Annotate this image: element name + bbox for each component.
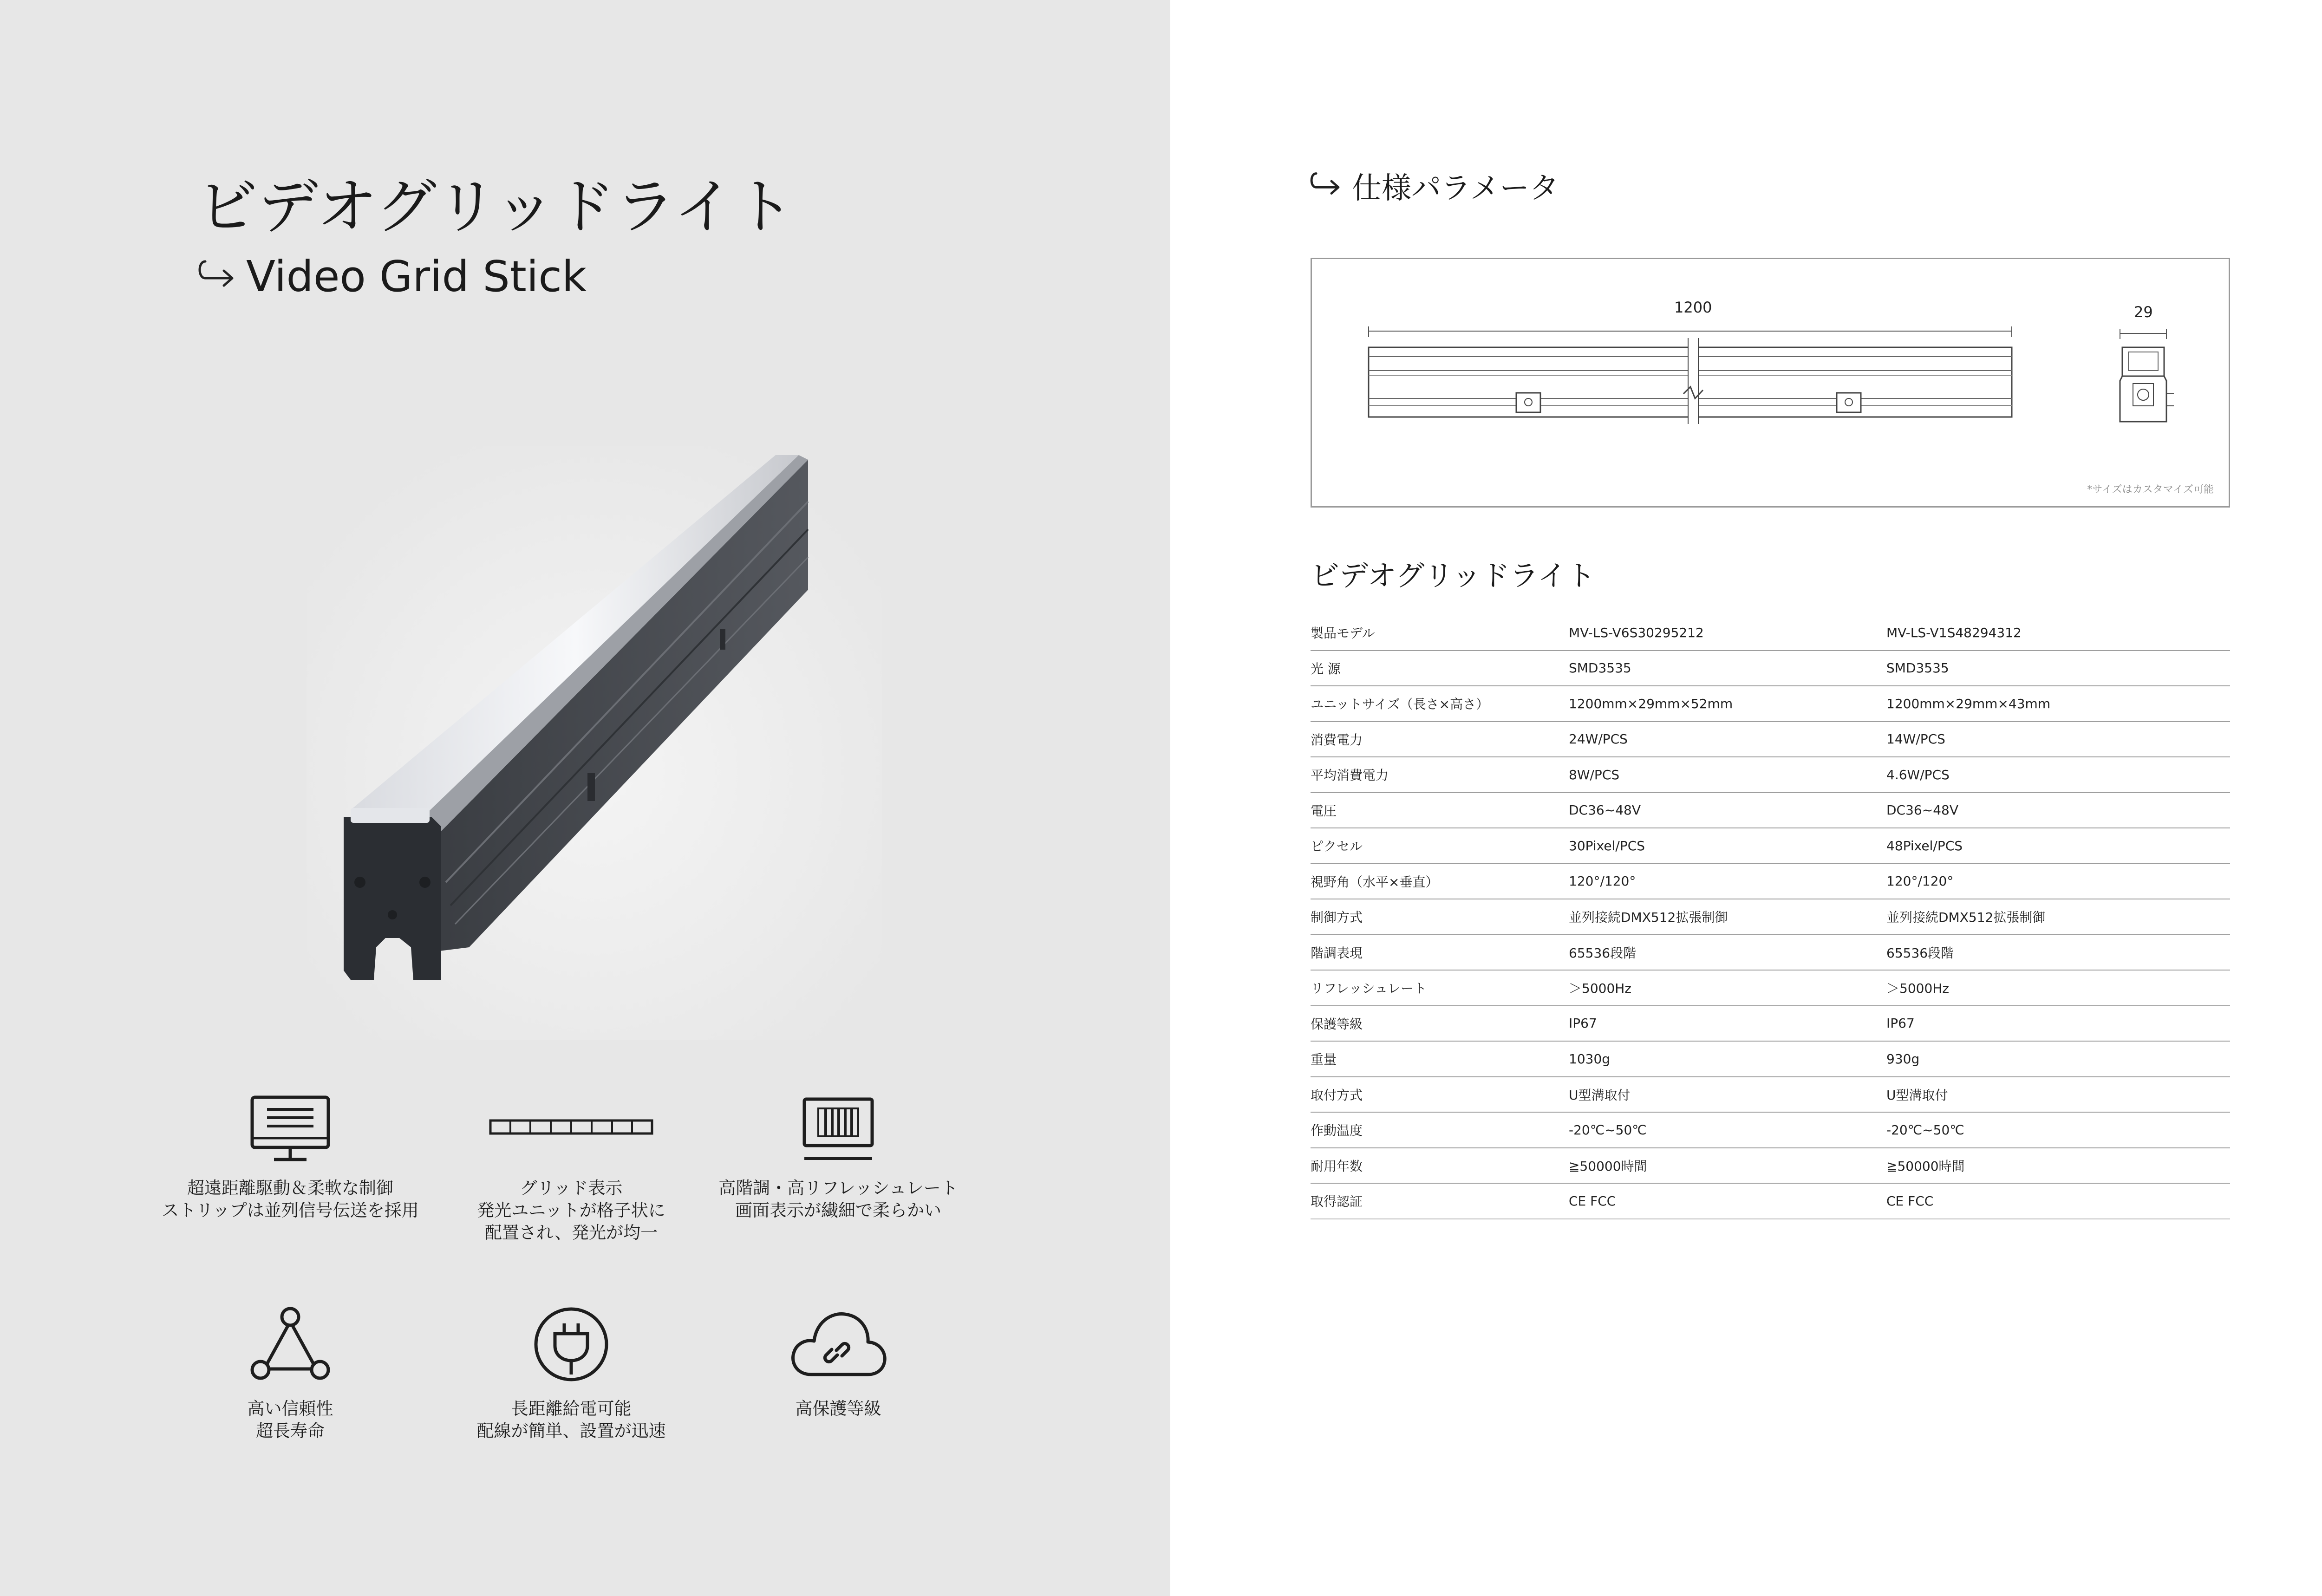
spec-value-model-b: DC36~48V: [1886, 802, 1958, 818]
feature-reliability: [137, 1305, 444, 1442]
spec-value-model-b: ≧50000時間: [1886, 1158, 1965, 1174]
table-row: [1311, 935, 2230, 971]
table-row: [1311, 1113, 2230, 1148]
spec-value-model-b: U型溝取付: [1886, 1087, 1948, 1103]
spec-table: [1311, 615, 2230, 1219]
feature-grid-display: [418, 1094, 724, 1244]
feature-line: 画面表示が繊細で柔らかい: [735, 1200, 941, 1220]
spec-value-model-a: DC36~48V: [1569, 802, 1641, 818]
feature-line: 高階調・高リフレッシュレート: [718, 1178, 958, 1198]
spec-value-model-b: CE FCC: [1886, 1193, 1934, 1209]
return-arrow-icon: [195, 258, 237, 295]
feature-protection: [685, 1305, 991, 1420]
feature-line: グリッド表示: [520, 1178, 623, 1198]
spec-value-model-b: -20℃~50℃: [1886, 1122, 1964, 1138]
spec-value-model-a: IP67: [1569, 1016, 1597, 1031]
table-row: [1311, 757, 2230, 793]
spec-value-model-b: MV-LS-V1S48294312: [1886, 625, 2022, 640]
table-row: [1311, 651, 2230, 687]
table-row: [1311, 1184, 2230, 1219]
feature-line: 高保護等級: [795, 1399, 881, 1419]
spec-value-model-a: MV-LS-V6S30295212: [1569, 625, 1704, 640]
feature-long-distance: [137, 1094, 444, 1222]
table-row: [1311, 722, 2230, 758]
size-customizable-note: *サイズはカスタマイズ可能: [2087, 484, 2214, 495]
spec-value-model-a: U型溝取付: [1569, 1087, 1631, 1103]
spec-value-model-b: 4.6W/PCS: [1886, 767, 1950, 782]
spec-value-model-a: 24W/PCS: [1569, 731, 1628, 747]
length-dimension-label: 1200: [1674, 299, 1712, 316]
spec-value-model-a: 30Pixel/PCS: [1569, 838, 1645, 853]
spec-value-model-a: 並列接続DMX512拡張制御: [1569, 910, 1728, 925]
spec-label: 保護等級: [1311, 1016, 1363, 1032]
spec-label: リフレッシュレート: [1311, 981, 1427, 997]
table-row: [1311, 1148, 2230, 1184]
feature-high-refresh: [685, 1094, 991, 1222]
triangle-nodes-icon: [248, 1305, 332, 1384]
feature-long-power-supply: [418, 1305, 724, 1442]
spec-value-model-a: 120°/120°: [1569, 873, 1636, 889]
width-dimension-label: 29: [2134, 303, 2153, 321]
spec-label: 重量: [1311, 1052, 1337, 1068]
spec-section-header: [1307, 165, 1559, 207]
spec-value-model-a: 65536段階: [1569, 945, 1637, 961]
return-arrow-icon: [1307, 170, 1343, 201]
spec-label: 取得認証: [1311, 1194, 1363, 1210]
spec-label: 作動温度: [1311, 1123, 1363, 1139]
table-row: [1311, 971, 2230, 1006]
product-image: [307, 446, 882, 1040]
feature-line: 超遠距離駆動＆柔軟な制御: [187, 1178, 393, 1198]
feature-line: 配置され、発光が均一: [484, 1223, 658, 1243]
dimension-drawing: [1311, 258, 2230, 508]
table-row: [1311, 686, 2230, 722]
spec-label: 消費電力: [1311, 732, 1363, 748]
feature-line: 長距離給電可能: [511, 1399, 632, 1419]
spec-value-model-a: 1030g: [1569, 1051, 1611, 1067]
monitor-icon: [248, 1094, 332, 1163]
feature-line: 超長寿命: [256, 1421, 325, 1441]
high-refresh-display-icon: [799, 1094, 878, 1163]
spec-value-model-b: 48Pixel/PCS: [1886, 838, 1963, 853]
spec-label: 平均消費電力: [1311, 768, 1389, 783]
spec-label: 耐用年数: [1311, 1158, 1363, 1174]
spec-value-model-b: ＞5000Hz: [1886, 981, 1950, 997]
table-row: [1311, 828, 2230, 864]
table-row: [1311, 793, 2230, 829]
spec-value-model-b: 1200mm×29mm×43mm: [1886, 696, 2051, 711]
spec-label: 階調表現: [1311, 945, 1363, 961]
table-row: [1311, 1042, 2230, 1077]
cloud-link-icon: [787, 1305, 889, 1384]
table-title: ビデオグリッドライト: [1311, 559, 1596, 593]
table-row: [1311, 1077, 2230, 1113]
grid-strip-icon: [488, 1094, 655, 1163]
power-plug-icon: [532, 1305, 611, 1384]
table-row: [1311, 864, 2230, 900]
spec-label: 視野角（水平×垂直）: [1311, 874, 1439, 890]
spec-value-model-b: IP67: [1886, 1016, 1915, 1031]
spec-label: 電圧: [1311, 803, 1337, 819]
spec-value-model-b: 65536段階: [1886, 945, 1954, 961]
spec-label: ユニットサイズ（長さ×高さ）: [1311, 697, 1489, 712]
feature-line: 高い信頼性: [247, 1399, 333, 1419]
spec-value-model-a: 8W/PCS: [1569, 767, 1620, 782]
table-row: [1311, 1006, 2230, 1042]
product-subtitle-row: [195, 251, 587, 302]
product-title: ビデオグリッドライト: [197, 171, 795, 242]
technical-drawing: [1312, 259, 2231, 509]
feature-line: ストリップは並列信号伝送を採用: [162, 1200, 419, 1220]
spec-value-model-a: 1200mm×29mm×52mm: [1569, 696, 1733, 711]
table-row: [1311, 615, 2230, 651]
spec-value-model-b: 930g: [1886, 1051, 1920, 1067]
spec-value-model-a: SMD3535: [1569, 660, 1631, 676]
spec-label: 制御方式: [1311, 910, 1363, 925]
spec-section-title: 仕様パラメータ: [1352, 171, 1559, 206]
spec-value-model-a: ≧50000時間: [1569, 1158, 1647, 1174]
feature-line: 発光ユニットが格子状に: [477, 1200, 665, 1220]
table-row: [1311, 899, 2230, 935]
spec-value-model-a: -20℃~50℃: [1569, 1122, 1647, 1138]
spec-value-model-b: SMD3535: [1886, 660, 1949, 676]
feature-line: 配線が簡単、設置が迅速: [476, 1421, 666, 1441]
spec-label: ピクセル: [1311, 839, 1363, 854]
spec-value-model-b: 120°/120°: [1886, 873, 1954, 889]
product-subtitle: Video Grid Stick: [246, 251, 587, 301]
spec-label: 製品モデル: [1311, 625, 1375, 641]
spec-label: 取付方式: [1311, 1087, 1363, 1103]
spec-value-model-b: 並列接続DMX512拡張制御: [1886, 910, 2046, 925]
spec-value-model-a: ＞5000Hz: [1569, 981, 1632, 997]
spec-label: 光 源: [1311, 661, 1341, 677]
spec-value-model-b: 14W/PCS: [1886, 731, 1945, 747]
spec-value-model-a: CE FCC: [1569, 1193, 1616, 1209]
